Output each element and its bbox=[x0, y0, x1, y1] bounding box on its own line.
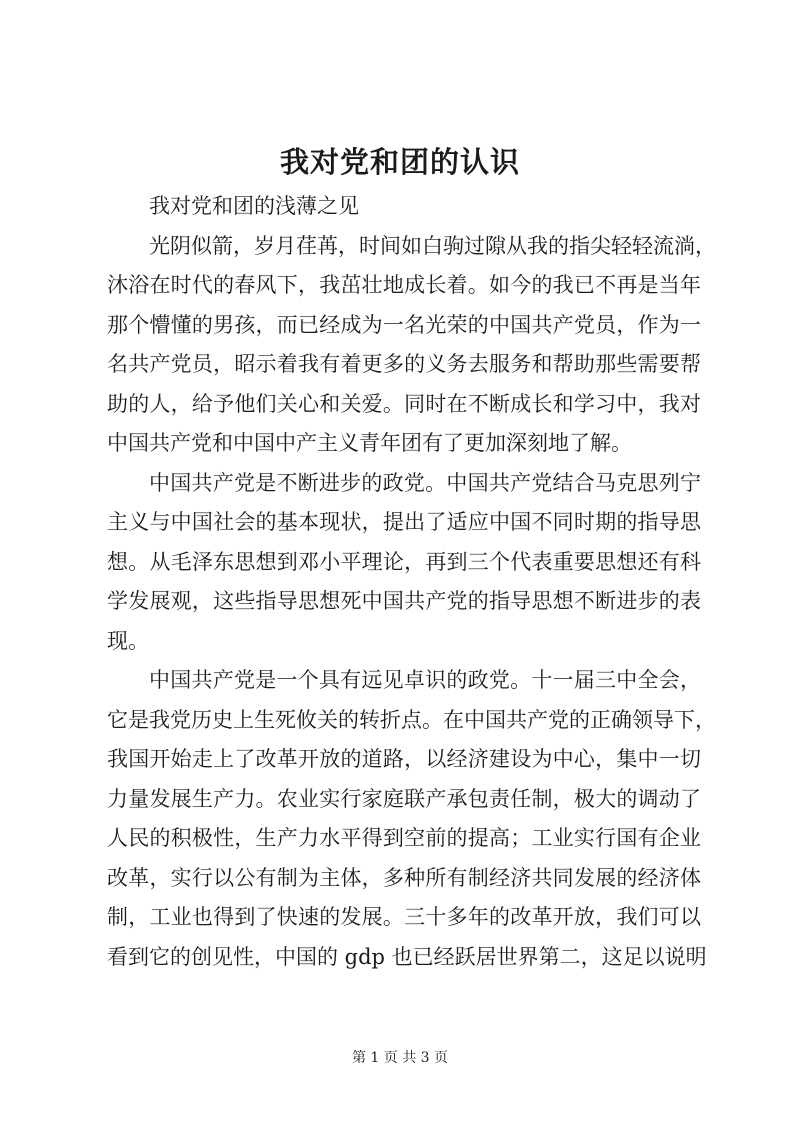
document-body bbox=[107, 187, 716, 977]
paragraph-2 bbox=[107, 464, 701, 662]
paragraph-line: 我国开始走上了改革开放的道路，以经济建设为中心，集中一切 bbox=[107, 747, 701, 771]
paragraph-line: 力量发展生产力。农业实行家庭联产承包责任制，极大的调动了 bbox=[107, 786, 701, 811]
paragraph-line: 光阴似箭，岁月荏苒，时间如白驹过隙从我的指尖轻轻流淌， bbox=[149, 233, 716, 258]
document-subtitle: 我对党和团的浅薄之见 bbox=[149, 194, 359, 218]
paragraph-line: 制，工业也得到了快速的发展。三十多年的改革开放，我们可以 bbox=[107, 905, 701, 929]
paragraph-line: 中国共产党是不断进步的政党。中国共产党结合马克思列宁 bbox=[149, 470, 701, 495]
paragraph-line: 现。 bbox=[107, 628, 149, 653]
paragraph-line: 主义与中国社会的基本现状，提出了适应中国不同时期的指导思 bbox=[107, 510, 701, 534]
paragraph-line: 沐浴在时代的春风下，我茁壮地成长着。如今的我已不再是当年 bbox=[107, 273, 701, 297]
paragraph-3 bbox=[107, 661, 716, 977]
paragraph-line: 它是我党历史上生死攸关的转折点。在中国共产党的正确领导下， bbox=[107, 707, 716, 732]
paragraph-line: 助的人，给予他们关心和关爱。同时在不断成长和学习中，我对 bbox=[107, 391, 701, 416]
document-title: 我对党和团的认识 bbox=[279, 145, 520, 179]
paragraph-line: 那个懵懂的男孩，而已经成为一名光荣的中国共产党员，作为一 bbox=[107, 312, 701, 337]
paragraph-line: 中国共产党是一个具有远见卓识的政党。十一届三中全会， bbox=[149, 668, 701, 692]
paragraph-line: 看到它的创见性，中国的 gdp 也已经跃居世界第二，这足以说明 bbox=[107, 944, 707, 969]
paragraph-line: 中国共产党和中国中产主义青年团有了更加深刻地了解。 bbox=[107, 431, 632, 455]
paragraph-line: 人民的积极性，生产力水平得到空前的提高；工业实行国有企业 bbox=[107, 826, 701, 850]
paragraph-line: 想。从毛泽东思想到邓小平理论，再到三个代表重要思想还有科 bbox=[107, 549, 701, 574]
paragraph-1 bbox=[107, 227, 716, 464]
paragraph-line: 改革，实行以公有制为主体，多种所有制经济共同发展的经济体 bbox=[107, 865, 701, 890]
paragraph-line: 名共产党员，昭示着我有着更多的义务去服务和帮助那些需要帮 bbox=[107, 352, 701, 376]
paragraph-line: 学发展观，这些指导思想死中国共产党的指导思想不断进步的表 bbox=[107, 589, 701, 613]
page-footer: 第 1 页 共 3 页 bbox=[351, 1050, 449, 1066]
